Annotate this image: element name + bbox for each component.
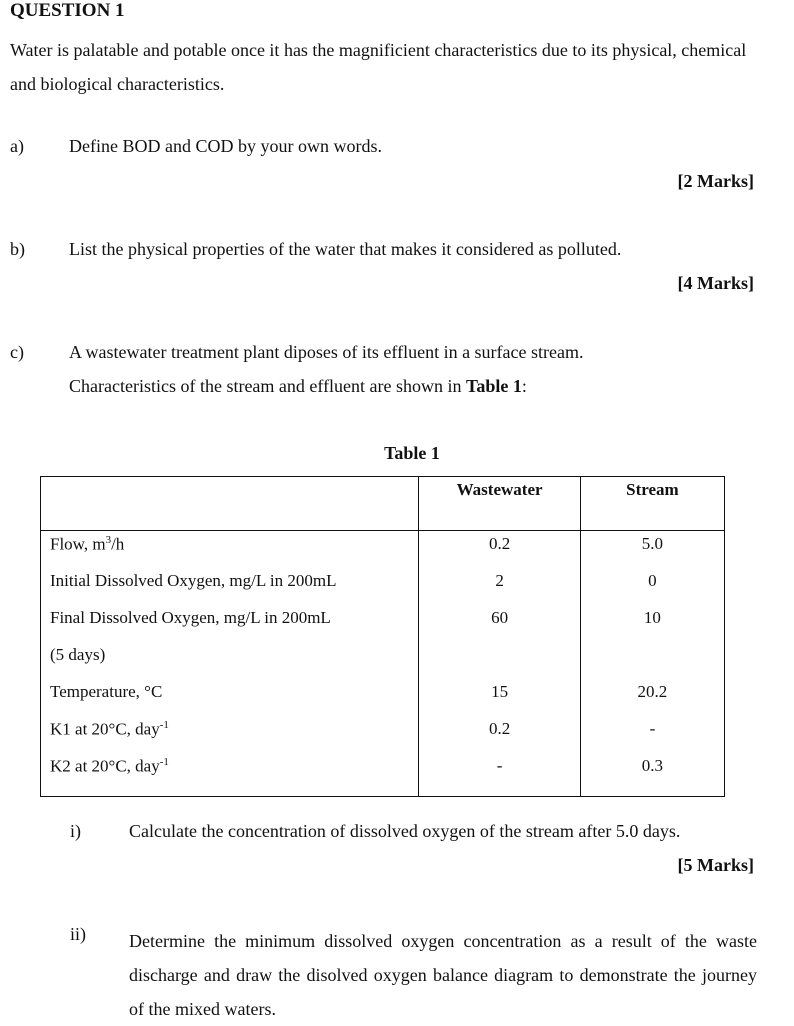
row-param: (5 days) <box>50 645 106 664</box>
row-wastewater: 2 <box>419 568 580 605</box>
part-b-marks: [4 Marks] <box>677 273 754 293</box>
row-wastewater <box>419 642 580 679</box>
table-header-row <box>41 477 725 531</box>
row-stream: 5.0 <box>580 531 724 569</box>
row-stream: 10 <box>580 605 724 642</box>
row-param: K2 at 20°C, day$^{-1}$ <box>50 756 169 776</box>
table-row <box>41 753 725 797</box>
table-row <box>41 605 725 642</box>
part-c-label: c) <box>10 342 24 362</box>
row-stream: 0 <box>580 568 724 605</box>
row-stream <box>580 642 724 679</box>
table-caption: Table 1 <box>384 443 440 463</box>
header-stream: Stream <box>580 477 724 531</box>
row-wastewater: 60 <box>419 605 580 642</box>
part-a-marks: [2 Marks] <box>677 171 754 191</box>
part-a-text: Define BOD and COD by your own words. <box>69 136 382 156</box>
table-row <box>41 568 725 605</box>
row-stream: 0.3 <box>580 753 724 797</box>
row-param: Final Dissolved Oxygen, mg/L in 200mL <box>50 608 331 627</box>
row-stream: - <box>580 716 724 753</box>
row-wastewater: 15 <box>419 679 580 716</box>
part-b-label: b) <box>10 239 25 259</box>
characteristics-table <box>40 476 725 797</box>
subpart-i-text: Calculate the concentration of dissolved oxygen of the stream after 5.0 days. <box>129 821 681 841</box>
subpart-i-marks: [5 Marks] <box>677 855 754 875</box>
subpart-ii-text: Determine the minimum dissolved oxygen concentration as a result of the waste discharge and draw the disolved oxygen balance diagram to demonstrate the journey of the mixed waters. <box>129 931 757 1019</box>
table-row <box>41 679 725 716</box>
part-c-text-line2-pre: Characteristics of the stream and effluent are shown in <box>69 376 467 396</box>
table-row <box>41 716 725 753</box>
header-parameter <box>41 477 419 531</box>
question-title: QUESTION 1 <box>10 0 125 21</box>
row-param: Temperature, °C <box>50 682 163 701</box>
part-c-text-line2 <box>69 376 527 397</box>
subpart-i-label: i) <box>70 821 81 841</box>
row-wastewater: 0.2 <box>419 531 580 569</box>
row-param: Initial Dissolved Oxygen, mg/L in 200mL <box>50 571 337 590</box>
header-wastewater: Wastewater <box>419 477 580 531</box>
table-reference: Table 1 <box>466 376 522 396</box>
part-c-text-line2-post: : <box>521 376 527 396</box>
row-param: Flow, $m^3/h$ <box>50 534 125 554</box>
subpart-ii-label: ii) <box>70 924 86 944</box>
row-wastewater: - <box>419 753 580 797</box>
question-intro: Water is palatable and potable once it has the magnificient characteristics due to its physical, chemical and biological characteristics. <box>10 40 747 94</box>
table-row <box>41 642 725 679</box>
row-param: K1 at 20°C, day$^{-1}$ <box>50 719 169 739</box>
part-a-label: a) <box>10 136 24 156</box>
part-c-text-line1: A wastewater treatment plant diposes of its effluent in a surface stream. <box>69 342 584 362</box>
row-wastewater: 0.2 <box>419 716 580 753</box>
row-stream: 20.2 <box>580 679 724 716</box>
table-row <box>41 531 725 569</box>
part-b-text: List the physical properties of the water that makes it considered as polluted. <box>69 239 622 259</box>
